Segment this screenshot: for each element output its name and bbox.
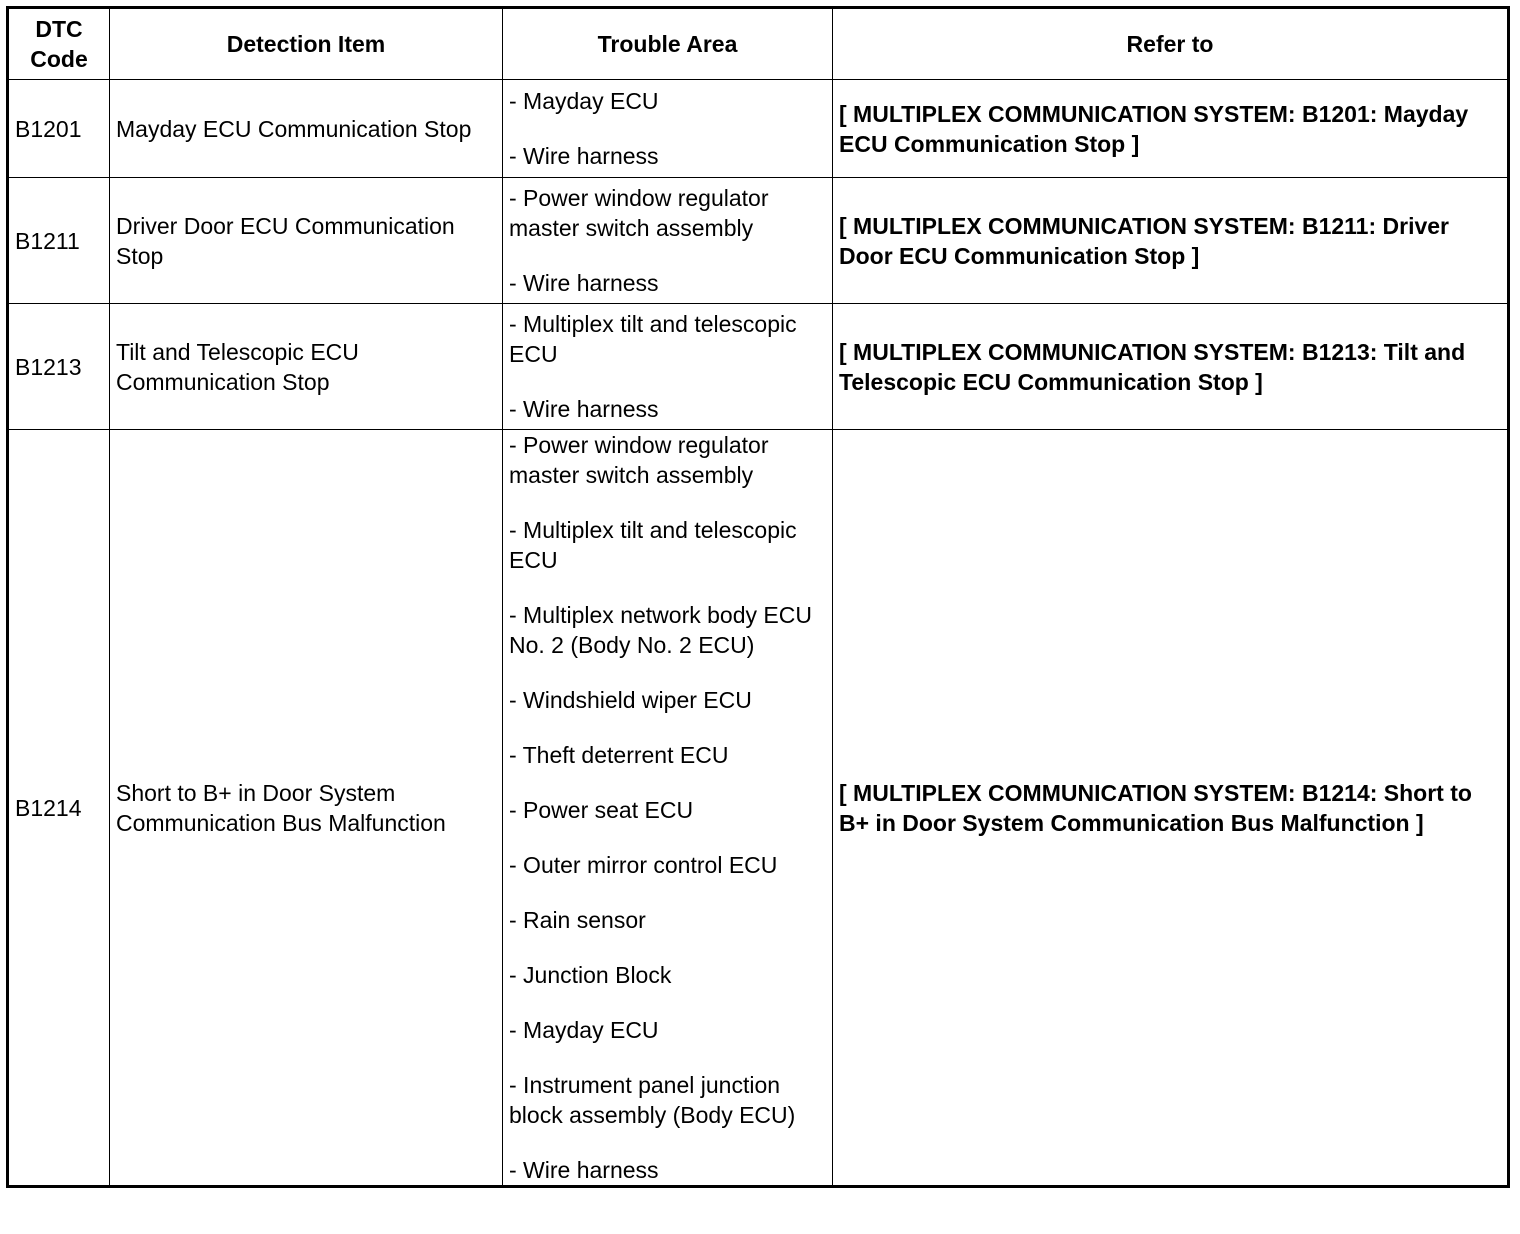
trouble-area-item: - Wire harness <box>509 270 659 296</box>
dtc-code-cell: B1213 <box>8 304 110 430</box>
trouble-area-item: - Wire harness <box>509 143 659 169</box>
detection-item-cell: Tilt and Telescopic ECU Communication Stop <box>110 304 503 430</box>
trouble-area-item: - Multiplex tilt and telescopic ECU <box>509 311 797 367</box>
trouble-area-item: - Power seat ECU <box>509 797 694 823</box>
trouble-area-item: - Mayday ECU <box>509 1017 659 1043</box>
trouble-area-item: - Wire harness <box>509 1157 659 1183</box>
trouble-area-item: - Outer mirror control ECU <box>509 852 778 878</box>
refer-to-link[interactable]: [ MULTIPLEX COMMUNICATION SYSTEM: B1211: Driver Door ECU Communication Stop ] <box>833 178 1509 304</box>
trouble-area-item: - Multiplex network body ECU No. 2 (Body No. 2 ECU) <box>509 602 812 658</box>
dtc-table <box>6 6 1510 1188</box>
dtc-code-cell: B1201 <box>8 80 110 178</box>
dtc-code-cell: B1214 <box>8 430 110 1187</box>
table-row <box>8 178 1509 304</box>
trouble-area-cell <box>503 304 833 430</box>
trouble-area-item: - Multiplex tilt and telescopic ECU <box>509 517 797 573</box>
header-row <box>8 8 1509 80</box>
refer-to-link[interactable]: [ MULTIPLEX COMMUNICATION SYSTEM: B1201: Mayday ECU Communication Stop ] <box>833 80 1509 178</box>
trouble-area-item: - Mayday ECU <box>509 88 659 114</box>
trouble-area-item: - Wire harness <box>509 396 659 422</box>
detection-item-cell: Mayday ECU Communication Stop <box>110 80 503 178</box>
trouble-area-item: - Instrument panel junction block assembly (Body ECU) <box>509 1072 796 1128</box>
refer-to-link[interactable]: [ MULTIPLEX COMMUNICATION SYSTEM: B1213: Tilt and Telescopic ECU Communication Stop ] <box>833 304 1509 430</box>
detection-item-cell: Short to B+ in Door System Communication Bus Malfunction <box>110 430 503 1187</box>
header-dtc-code: DTC Code <box>8 8 110 80</box>
dtc-code-cell: B1211 <box>8 178 110 304</box>
trouble-area-item: - Power window regulator master switch assembly <box>509 185 769 241</box>
trouble-area-cell <box>503 80 833 178</box>
trouble-area-item: - Windshield wiper ECU <box>509 687 752 713</box>
refer-to-link[interactable]: [ MULTIPLEX COMMUNICATION SYSTEM: B1214: Short to B+ in Door System Communication Bus Malfunction ] <box>833 430 1509 1187</box>
trouble-area-item: - Rain sensor <box>509 907 646 933</box>
trouble-area-item: - Junction Block <box>509 962 672 988</box>
header-refer-to: Refer to <box>833 8 1509 80</box>
detection-item-cell: Driver Door ECU Communication Stop <box>110 178 503 304</box>
trouble-area-cell <box>503 178 833 304</box>
header-trouble-area: Trouble Area <box>503 8 833 80</box>
trouble-area-item: - Power window regulator master switch assembly <box>509 432 769 488</box>
table-row <box>8 304 1509 430</box>
trouble-area-item: - Theft deterrent ECU <box>509 742 729 768</box>
table-row <box>8 80 1509 178</box>
header-detection-item: Detection Item <box>110 8 503 80</box>
table-row <box>8 430 1509 1187</box>
trouble-area-cell <box>503 430 833 1187</box>
